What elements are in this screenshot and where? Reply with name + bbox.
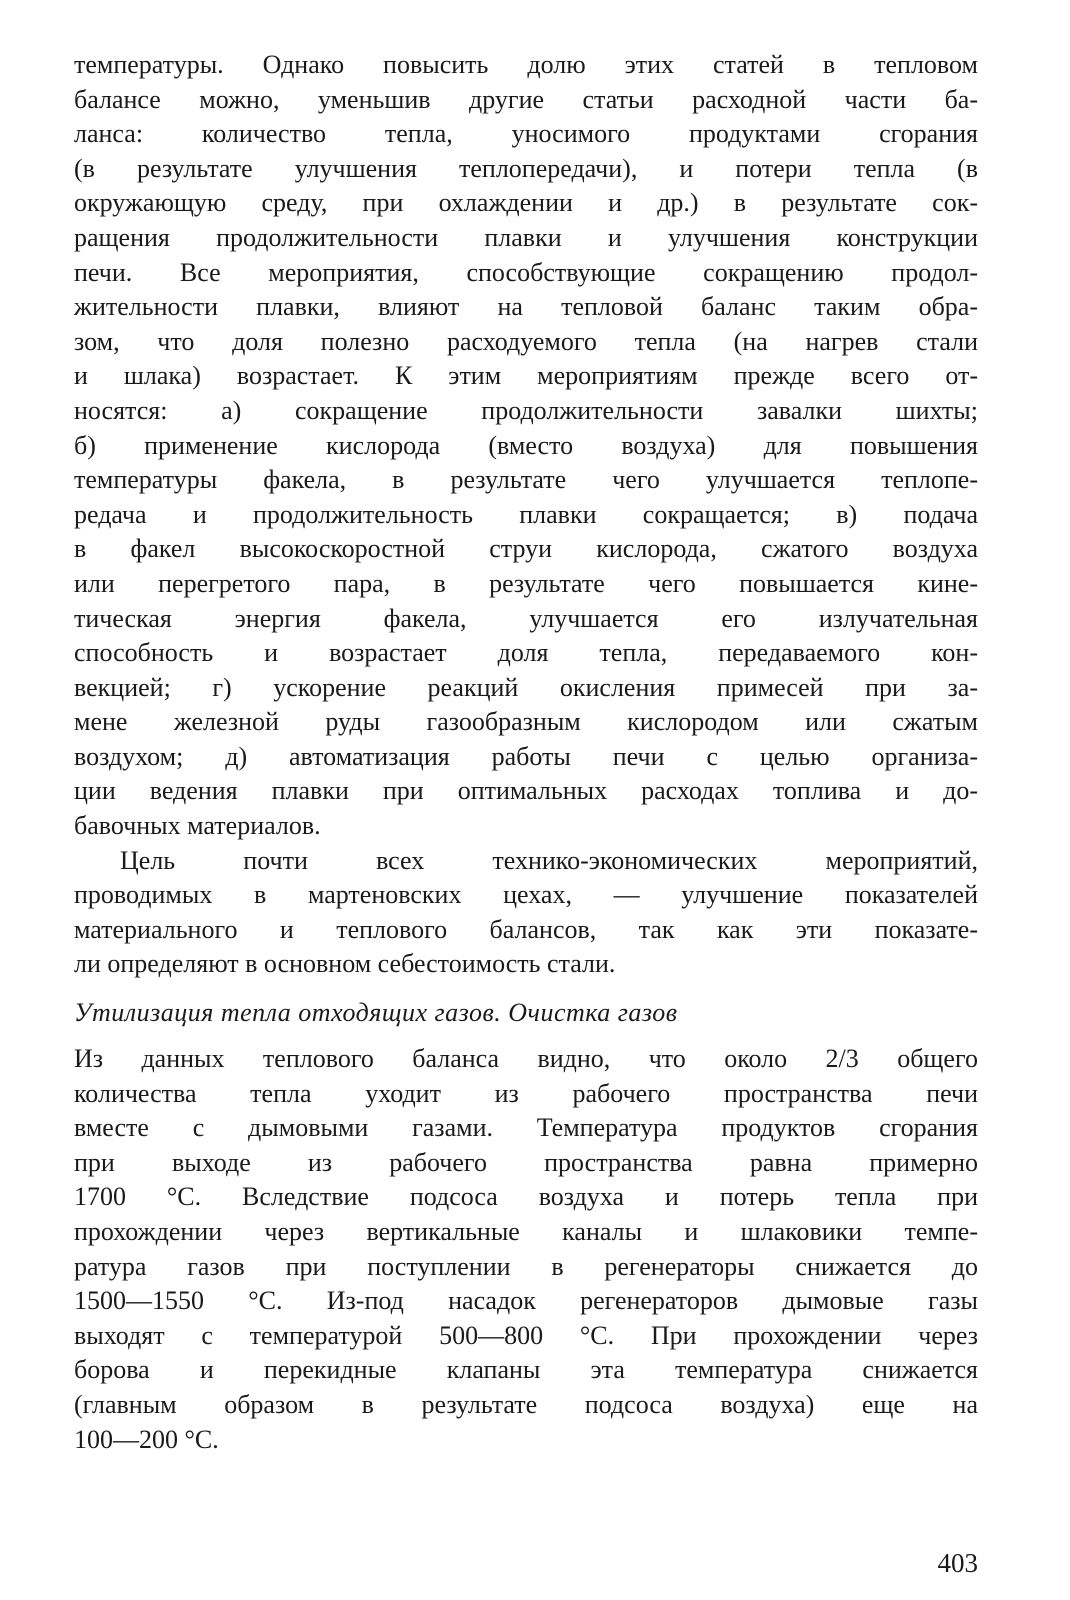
text-line: Из данных теплового баланса видно, что около 2/3 общего bbox=[74, 1044, 978, 1074]
text-line: зом, что доля полезно расходуемого тепла (на нагрев стали bbox=[74, 326, 978, 356]
text-line: 1700 °С. Вследствие подсоса воздуха и потерь тепла при bbox=[74, 1182, 978, 1212]
text-line: ли определяют в основном себестоимость стали. bbox=[74, 949, 616, 979]
page-body bbox=[74, 48, 978, 1457]
text-line: борова и перекидные клапаны эта температура снижается bbox=[74, 1355, 978, 1385]
section-heading: Утилизация тепла отходящих газов. Очистка газов bbox=[74, 998, 678, 1028]
text-line: векцией; г) ускорение реакций окисления примесей при за- bbox=[74, 672, 978, 702]
text-line: носятся: а) сокращение продолжительности завалки шихты; bbox=[74, 395, 978, 425]
text-line: при выходе из рабочего пространства равна примерно bbox=[74, 1147, 978, 1177]
text-line: Цель почти всех технико-экономических мероприятий, bbox=[120, 845, 978, 875]
text-line: вместе с дымовыми газами. Температура продуктов сгорания bbox=[74, 1113, 978, 1143]
text-line: 100—200 °С. bbox=[74, 1424, 219, 1454]
text-line: печи. Все мероприятия, способствующие сокращению продол- bbox=[74, 257, 978, 287]
text-line: 1500—1550 °С. Из-под насадок регенераторов дымовые газы bbox=[74, 1286, 978, 1316]
paragraph-1 bbox=[74, 48, 978, 844]
text-line: б) применение кислорода (вместо воздуха) для повышения bbox=[74, 430, 978, 460]
text-line: или перегретого пара, в результате чего повышается кине- bbox=[74, 568, 978, 598]
text-line: редача и продолжительность плавки сокращается; в) подача bbox=[74, 499, 978, 529]
text-line: выходят с температурой 500—800 °С. При прохождении через bbox=[74, 1320, 978, 1350]
text-line: окружающую среду, при охлаждении и др.) в результате сок- bbox=[74, 188, 978, 218]
text-line: и шлака) возрастает. К этим мероприятиям прежде всего от- bbox=[74, 361, 978, 391]
text-line: ции ведения плавки при оптимальных расходах топлива и до- bbox=[74, 776, 978, 806]
text-line: (в результате улучшения теплопередачи), и потери тепла (в bbox=[74, 153, 978, 183]
text-line: бавочных материалов. bbox=[74, 811, 321, 841]
text-line: тическая энергия факела, улучшается его излучательная bbox=[74, 603, 978, 633]
page-number: 403 bbox=[937, 1548, 978, 1578]
text-line: балансе можно, уменьшив другие статьи расходной части ба- bbox=[74, 84, 978, 114]
text-line: проводимых в мартеновских цехах, — улучшение показателей bbox=[74, 880, 978, 910]
text-line: (главным образом в результате подсоса воздуха) еще на bbox=[74, 1389, 978, 1419]
text-line: прохождении через вертикальные каналы и шлаковики темпе- bbox=[74, 1217, 978, 1246]
text-line: количества тепла уходит из рабочего пространства печи bbox=[74, 1078, 978, 1108]
text-line: мене железной руды газообразным кислородом или сжатым bbox=[74, 707, 978, 737]
paragraph-2 bbox=[74, 844, 978, 982]
text-line: ращения продолжительности плавки и улучшения конструкции bbox=[74, 222, 978, 252]
paragraph-3 bbox=[74, 1042, 978, 1457]
text-line: материального и теплового балансов, так как эти показате- bbox=[74, 914, 978, 944]
text-line: воздухом; д) автоматизация работы печи с целью организа- bbox=[74, 741, 978, 771]
text-line: жительности плавки, влияют на тепловой баланс таким обра- bbox=[74, 292, 978, 322]
text-line: ратура газов при поступлении в регенераторы снижается до bbox=[74, 1251, 978, 1281]
text-line: способность и возрастает доля тепла, передаваемого кон- bbox=[74, 638, 978, 668]
text-line: температуры факела, в результате чего улучшается теплопе- bbox=[74, 465, 978, 495]
text-line: в факел высокоскоростной струи кислорода, сжатого воздуха bbox=[74, 534, 978, 564]
text-line: температуры. Однако повысить долю этих статей в тепловом bbox=[74, 50, 978, 79]
text-line: ланса: количество тепла, уносимого продуктами сгорания bbox=[74, 119, 978, 149]
